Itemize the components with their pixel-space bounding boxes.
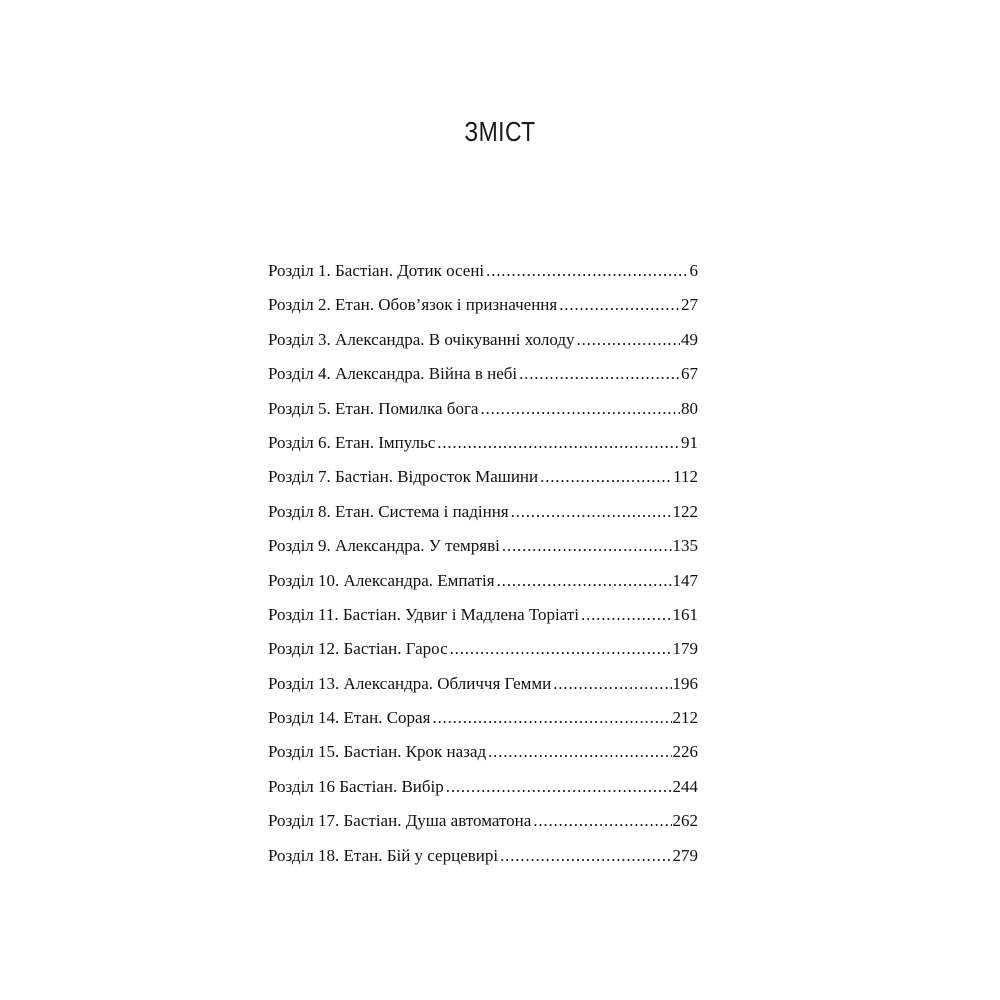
toc-entry [268,330,698,364]
toc-dot-leader [559,295,680,315]
toc-entry [268,639,698,673]
toc-entry-page: 147 [672,570,698,590]
toc-entry [268,674,698,708]
toc-entry-label: Розділ 6. Етан. Імпульс [268,432,436,452]
toc-dot-leader [553,674,671,694]
toc-entry-label: Розділ 2. Етан. Обов’язок і призначення [268,295,558,315]
toc-entry-label: Розділ 5. Етан. Помилка бога [268,398,479,418]
toc-dot-leader [500,846,671,866]
toc-entry-label: Розділ 10. Александра. Емпатія [268,570,495,590]
toc-entry-label: Розділ 7. Бастіан. Відросток Машини [268,467,539,487]
toc-entry [268,502,698,536]
toc-entry-label: Розділ 8. Етан. Система і падіння [268,501,509,521]
toc-entry-page: 122 [672,501,698,521]
table-of-contents [268,261,698,880]
toc-entry-page: 279 [672,845,698,865]
toc-entry [268,467,698,501]
toc-entry-page: 262 [672,811,698,831]
toc-entry-page: 196 [672,673,698,693]
toc-entry-label: Розділ 9. Александра. У темряві [268,536,500,556]
toc-dot-leader [480,399,680,419]
toc-entry [268,364,698,398]
toc-entry [268,708,698,742]
toc-dot-leader [581,605,671,625]
toc-entry-page: 6 [689,261,698,280]
toc-entry-label: Розділ 11. Бастіан. Удвиг і Мадлена Торіаті [268,604,580,624]
toc-entry-label: Розділ 14. Етан. Сорая [268,708,431,728]
toc-dot-leader [437,433,680,453]
toc-dot-leader [577,330,680,350]
toc-dot-leader [519,364,680,384]
toc-entry-page: 135 [672,536,698,556]
toc-dot-leader [497,571,672,591]
toc-entry-label: Розділ 17. Бастіан. Душа автоматона [268,811,532,831]
toc-entry-page: 27 [681,295,698,315]
toc-dot-leader [540,467,672,487]
toc-entry-page: 49 [681,329,698,349]
toc-entry [268,605,698,639]
toc-entry-page: 179 [672,639,698,659]
toc-entry [268,811,698,845]
toc-entry-label: Розділ 13. Александра. Обличчя Гемми [268,673,552,693]
toc-entry [268,536,698,570]
toc-entry [268,295,698,329]
toc-entry [268,433,698,467]
toc-dot-leader [486,261,688,281]
toc-entry-page: 212 [672,708,698,728]
toc-entry-page: 67 [681,364,698,384]
toc-entry [268,571,698,605]
toc-entry-label: Розділ 16 Бастіан. Вибір [268,776,444,796]
toc-entry-label: Розділ 18. Етан. Бій у серцевирі [268,845,499,865]
toc-entry-page: 112 [673,467,698,487]
toc-entry-page: 80 [681,398,698,418]
toc-entry-page: 161 [672,604,698,624]
toc-dot-leader [450,639,672,659]
toc-entry [268,846,698,880]
toc-entry [268,261,698,295]
toc-entry [268,777,698,811]
toc-entry-label: Розділ 4. Александра. Війна в небі [268,364,518,384]
toc-entry-label: Розділ 1. Бастіан. Дотик осені [268,261,485,280]
toc-entry-page: 244 [672,776,698,796]
toc-entry-page: 226 [672,742,698,762]
toc-entry [268,399,698,433]
page-title: ЗМІСТ [464,116,536,147]
toc-dot-leader [432,708,671,728]
toc-dot-leader [511,502,672,522]
toc-dot-leader [488,742,671,762]
toc-entry-label: Розділ 12. Бастіан. Гарос [268,639,448,659]
toc-entry-label: Розділ 15. Бастіан. Крок назад [268,742,487,762]
toc-dot-leader [502,536,672,556]
toc-entry-page: 91 [681,432,698,452]
toc-entry [268,742,698,776]
toc-dot-leader [446,777,672,797]
toc-entry-label: Розділ 3. Александра. В очікуванні холоду [268,329,575,349]
toc-dot-leader [533,811,671,831]
